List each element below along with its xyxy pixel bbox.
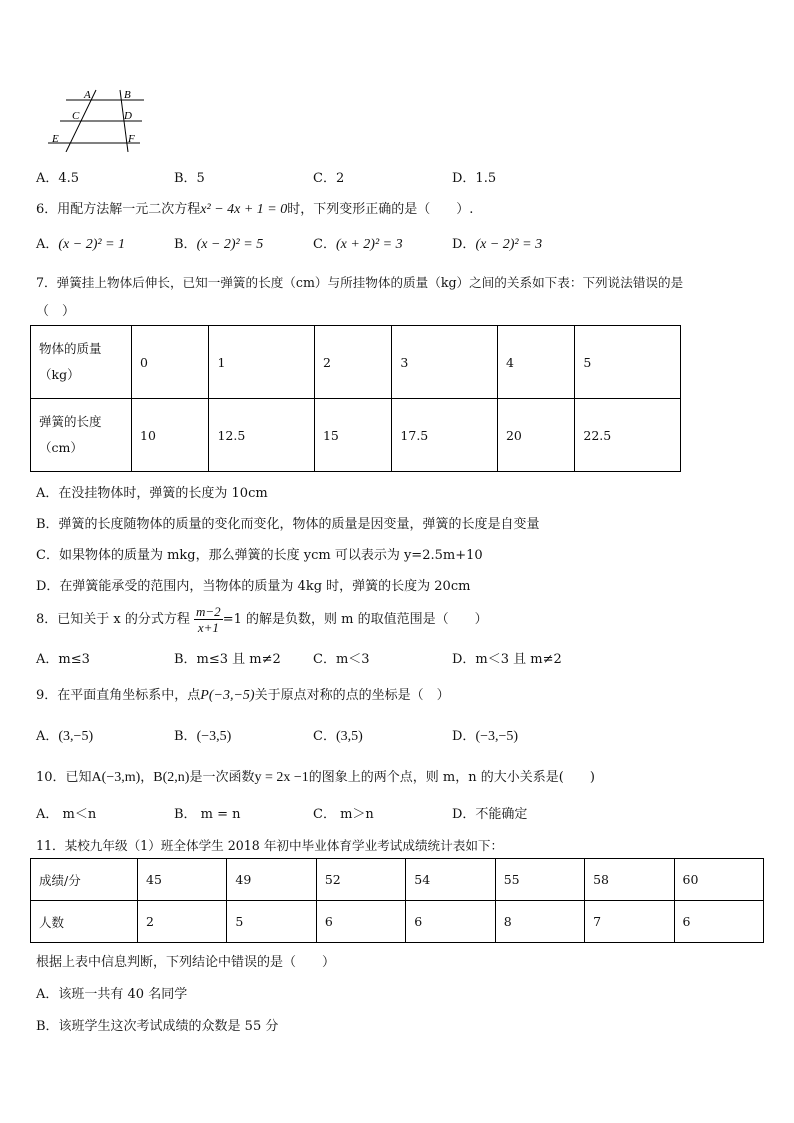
q7-cell: 10 <box>132 399 209 472</box>
parallel-lines-figure <box>44 86 154 152</box>
q10-stem-after: 的图象上的两个点，则 m，n 的大小关系是( ) <box>308 770 595 785</box>
q7-cell: 5 <box>575 326 681 399</box>
q7-option-c[interactable]: C．如果物体的质量为 mkg，那么弹簧的长度 ycm 可以表示为 y=2.5m+10 <box>36 548 483 563</box>
q7-cell: 15 <box>314 399 391 472</box>
q7-option-b[interactable]: B．弹簧的长度随物体的质量的变化而变化，物体的质量是因变量，弹簧的长度是自变量 <box>36 517 540 532</box>
label-F: F <box>128 133 135 145</box>
q6-option-c[interactable]: C．(x + 2)² = 3 <box>313 237 403 252</box>
q9-option-a[interactable]: A．(3,−5) <box>36 729 94 744</box>
q7-cell: 22.5 <box>575 399 681 472</box>
q6-option-a[interactable]: A．(x − 2)² = 1 <box>36 237 126 252</box>
q5-option-c[interactable]: C．2 <box>313 171 345 186</box>
q7-cell: 1 <box>209 326 315 399</box>
q7-cell: 17.5 <box>392 399 498 472</box>
q8-fraction <box>194 604 223 635</box>
q5-option-b[interactable]: B．5 <box>174 171 205 186</box>
q10-stem-before: 10．已知 <box>36 770 92 785</box>
q11-cell: 49 <box>227 859 316 901</box>
q7-cell: 4 <box>497 326 574 399</box>
q11-option-b[interactable]: B．该班学生这次考试成绩的众数是 55 分 <box>36 1019 279 1034</box>
q11-cell: 6 <box>316 901 405 943</box>
q7-cell: 0 <box>132 326 209 399</box>
q11-stem: 11．某校九年级（1）班全体学生 2018 年初中毕业体育学业考试成绩统计表如下： <box>36 838 504 853</box>
q8-stem <box>36 604 488 635</box>
q11-table <box>30 858 764 943</box>
q11-cell: 55 <box>495 859 584 901</box>
q8-fraction-numerator: m−2 <box>196 604 221 619</box>
q6-equation: x² − 4x + 1 = 0 <box>200 202 288 217</box>
q8-option-a[interactable]: A．m≤3 <box>36 652 90 667</box>
q6-stem-before: 6．用配方法解一元二次方程 <box>36 202 201 217</box>
q8-stem-after: =1 的解是负数，则 m 的取值范围是（ ） <box>222 612 488 627</box>
q11-cell: 7 <box>585 901 674 943</box>
q11-row2-label: 人数 <box>31 901 138 943</box>
q10-stem <box>36 766 595 786</box>
label-C: C <box>72 110 80 122</box>
label-B: B <box>124 89 131 101</box>
q9-stem <box>36 684 450 704</box>
q7-cell: 2 <box>314 326 391 399</box>
q7-option-a[interactable]: A．在没挂物体时，弹簧的长度为 10cm <box>36 486 268 501</box>
label-E: E <box>52 133 59 145</box>
q7-cell: 12.5 <box>209 399 315 472</box>
q11-cell: 2 <box>138 901 227 943</box>
q10-point-b: B(2,n) <box>153 770 190 785</box>
label-A: A <box>84 89 91 101</box>
q11-cell: 6 <box>674 901 763 943</box>
q9-option-c[interactable]: C．(3,5) <box>313 729 363 744</box>
q11-cell: 54 <box>406 859 495 901</box>
q7-option-d[interactable]: D．在弹簧能承受的范围内，当物体的质量为 4kg 时，弹簧的长度为 20cm <box>36 579 471 594</box>
q6-option-d[interactable]: D．(x − 2)² = 3 <box>452 237 543 252</box>
q7-table-row-mass <box>31 326 681 399</box>
q11-option-a[interactable]: A．该班一共有 40 名同学 <box>36 987 188 1002</box>
q8-fraction-denominator: x+1 <box>197 620 219 635</box>
q10-option-d[interactable]: D．不能确定 <box>452 807 528 822</box>
label-D: D <box>124 110 132 122</box>
q8-option-b[interactable]: B．m≤3 且 m≠2 <box>174 652 281 667</box>
q10-separator: ， <box>140 770 154 785</box>
q11-cell: 52 <box>316 859 405 901</box>
q7-stem-line2: （ ） <box>36 304 76 319</box>
q9-point: P(−3,−5) <box>200 688 255 703</box>
q10-function: y = 2x −1 <box>254 770 309 785</box>
q7-table <box>30 325 681 472</box>
q9-option-b[interactable]: B．(−3,5) <box>174 729 232 744</box>
q11-cell: 45 <box>138 859 227 901</box>
q10-stem-mid: 是一次函数 <box>189 770 255 785</box>
q7-row1-label: 物体的质量 （kg） <box>31 326 132 399</box>
q11-row1-label: 成绩/分 <box>31 859 138 901</box>
q5-option-a[interactable]: A．4.5 <box>36 171 80 186</box>
q11-cell: 6 <box>406 901 495 943</box>
q10-point-a: A(−3,m) <box>91 770 141 785</box>
q9-option-d[interactable]: D．(−3,−5) <box>452 729 519 744</box>
q7-table-row-length <box>31 399 681 472</box>
q10-option-a[interactable]: A． m＜n <box>36 807 97 822</box>
q5-option-d[interactable]: D．1.5 <box>452 171 497 186</box>
q6-stem <box>36 198 473 218</box>
q11-cell: 8 <box>495 901 584 943</box>
q10-option-b[interactable]: B． m = n <box>174 807 241 822</box>
q7-row2-label: 弹簧的长度 （cm） <box>31 399 132 472</box>
q6-stem-after: 时，下列变形正确的是（ ）. <box>287 202 474 217</box>
q7-cell: 20 <box>497 399 574 472</box>
q9-stem-before: 9．在平面直角坐标系中，点 <box>36 688 201 703</box>
q10-option-c[interactable]: C． m＞n <box>313 807 374 822</box>
q11-followup: 根据上表中信息判断，下列结论中错误的是（ ） <box>36 955 336 970</box>
q8-stem-before: 8．已知关于 x 的分式方程 <box>36 612 190 627</box>
q11-table-row-score <box>31 859 764 901</box>
q9-stem-after: 关于原点对称的点的坐标是（ ） <box>254 688 450 703</box>
q7-cell: 3 <box>392 326 498 399</box>
q8-option-d[interactable]: D．m＜3 且 m≠2 <box>452 652 562 667</box>
q11-cell: 5 <box>227 901 316 943</box>
q11-table-row-count <box>31 901 764 943</box>
q6-option-b[interactable]: B．(x − 2)² = 5 <box>174 237 264 252</box>
q7-stem-line1: 7．弹簧挂上物体后伸长，已知一弹簧的长度（cm）与所挂物体的质量（kg）之间的关系如下表：下列说法错误的是 <box>36 275 684 290</box>
q8-option-c[interactable]: C．m＜3 <box>313 652 370 667</box>
q11-cell: 58 <box>585 859 674 901</box>
q11-cell: 60 <box>674 859 763 901</box>
